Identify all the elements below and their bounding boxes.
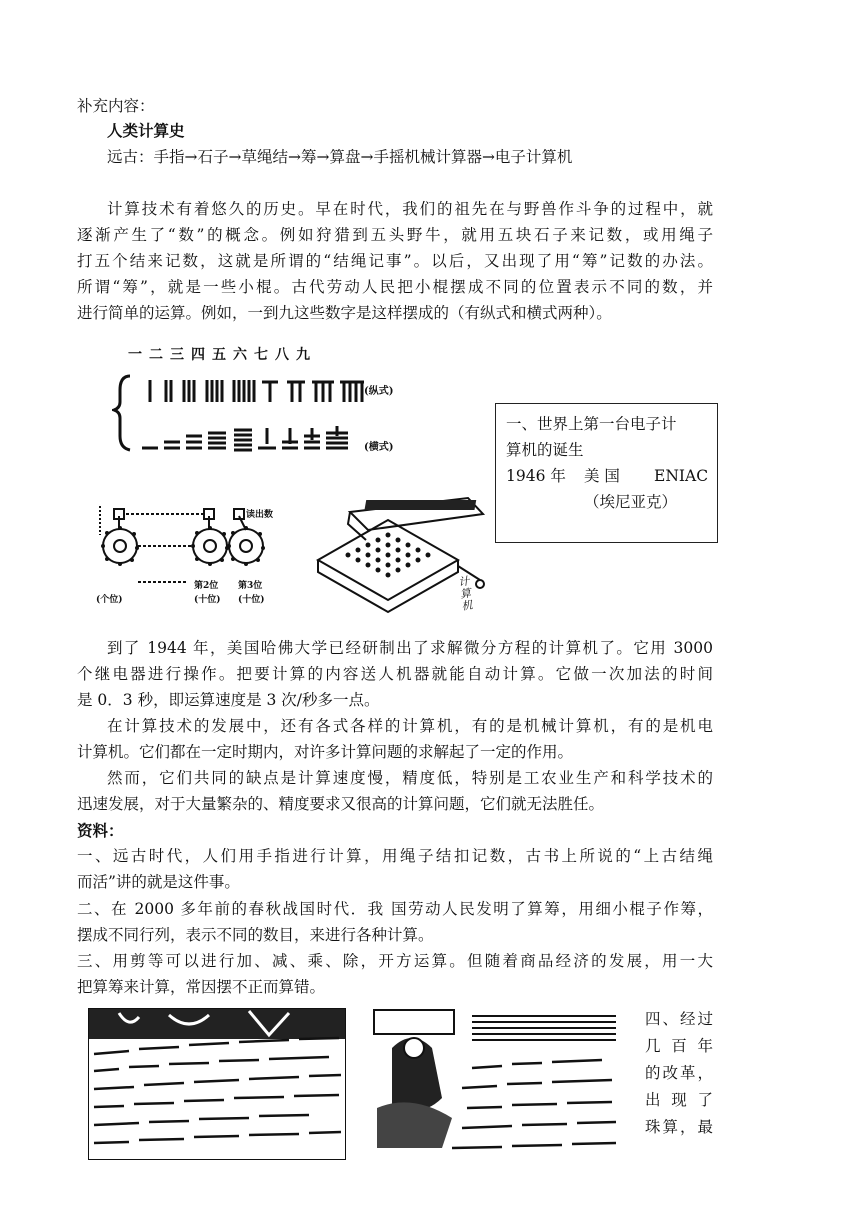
item3-line: 三、用剪等可以进行加、减、乘、除，开方运算。但随着商品经济的发展，用一大 xyxy=(77,952,713,970)
item4-line: 出 现 了 xyxy=(645,1091,713,1109)
para4-line: 迅速发展，对于大量繁杂的、精度要求又很高的计算问题，它们就无法胜任。 xyxy=(77,795,605,813)
eniac-country: 美 国 xyxy=(584,467,620,485)
machine-handwritten-note: 计算机 xyxy=(457,574,474,613)
counting-rods-figure xyxy=(112,340,402,465)
counting-rods-floor-illustration xyxy=(88,1008,346,1160)
eniac-pronounce: （埃尼亚克） xyxy=(584,493,678,511)
floor-rods-drawing xyxy=(89,1009,345,1159)
second-digit-label: 第2位 xyxy=(194,581,219,591)
item2-line: 二、在 2000 多年前的春秋战国时代．我 国劳动人民发明了算筹，用细小棍子作筹， xyxy=(77,900,713,918)
readout-label: 读出数 xyxy=(246,510,274,520)
third-digit-label: 第3位 xyxy=(238,581,263,591)
rod-brace-and-rods xyxy=(112,340,402,465)
timeline-text: 远古：手指→石子→草绳结→筹→算盘→手摇机械计算器→电子计算机 xyxy=(107,148,573,166)
scholar-counting-illustration xyxy=(372,1008,618,1158)
item2-line: 摆成不同行列，表示不同的数目，来进行各种计算。 xyxy=(77,926,434,944)
para2-line: 到了 1944 年，美国哈佛大学已经研制出了求解微分方程的计算机了。它用 3000 xyxy=(107,639,713,657)
item1-line: 而活”讲的就是这件事。 xyxy=(77,873,240,891)
vertical-label: (纵式) xyxy=(364,386,394,397)
third-digit-sub-label: (十位) xyxy=(238,595,265,605)
para3-line: 计算机。它们都在一定时期内，对许多计算问题的求解起了一定的作用。 xyxy=(77,743,574,761)
para1-line: 计算技术有着悠久的历史。早在时代，我们的祖先在与野兽作斗争的过程中，就 xyxy=(107,200,713,218)
rod-numerals: 一二三四五六七八九 xyxy=(128,347,317,363)
item4-line: 四、经过 xyxy=(645,1010,713,1028)
para1-line: 逐渐产生了“数”的概念。例如狩猎到五头野牛，就用五块石子来记数，或用绳子 xyxy=(77,226,713,244)
eniac-year: 1946 年 xyxy=(506,467,566,485)
materials-label: 资料： xyxy=(77,822,124,840)
second-digit-sub-label: (十位) xyxy=(194,595,221,605)
para3-line: 在计算技术的发展中，还有各式各样的计算机，有的是机械计算机，有的是机电 xyxy=(107,717,713,735)
item4-line: 珠算，最 xyxy=(645,1118,713,1136)
eniac-line1: 一、世界上第一台电子计 xyxy=(506,415,677,433)
para1-line: 所谓“筹”，就是一些小棍。古代劳动人民把小棍摆成不同的位置表示不同的数，并 xyxy=(77,278,713,296)
para1-line: 打五个结来记数，这就是所谓的“结绳记事”。以后，又出现了用“筹”记数的办法。 xyxy=(77,252,713,270)
item1-line: 一、远古时代，人们用手指进行计算，用绳子结扣记数，古书上所说的“上古结绳 xyxy=(77,847,713,865)
item4-line: 几 百 年 xyxy=(645,1037,713,1055)
horizontal-label: (横式) xyxy=(364,442,394,453)
eniac-line2: 算机的诞生 xyxy=(506,441,584,459)
item4-column xyxy=(645,1006,713,1141)
eniac-name: ENIAC xyxy=(654,467,709,485)
para2-line: 个继电器进行操作。把要计算的内容送人机器就能自动计算。它做一次加法的时间 xyxy=(77,665,713,683)
hand-crank-calculator-figure xyxy=(308,490,490,615)
eniac-info-box xyxy=(495,403,718,543)
supplement-label: 补充内容： xyxy=(77,97,155,115)
para4-line: 然而，它们共同的缺点是计算速度慢，精度低，特别是工农业生产和科学技术的 xyxy=(107,769,713,787)
history-title: 人类计算史 xyxy=(107,122,185,140)
item3-line: 把算筹来计算，常因摆不正而算错。 xyxy=(77,978,326,996)
mechanical-counter-figure xyxy=(86,500,308,610)
para2-line: 是 0．3 秒，即运算速度是 3 次/秒多一点。 xyxy=(77,691,380,709)
item4-line: 的改革， xyxy=(645,1064,713,1082)
units-label: (个位) xyxy=(96,595,123,605)
scholar-drawing xyxy=(372,1008,618,1158)
para1-line: 进行简单的运算。例如，一到九这些数字是这样摆成的（有纵式和横式两种）。 xyxy=(77,304,612,322)
